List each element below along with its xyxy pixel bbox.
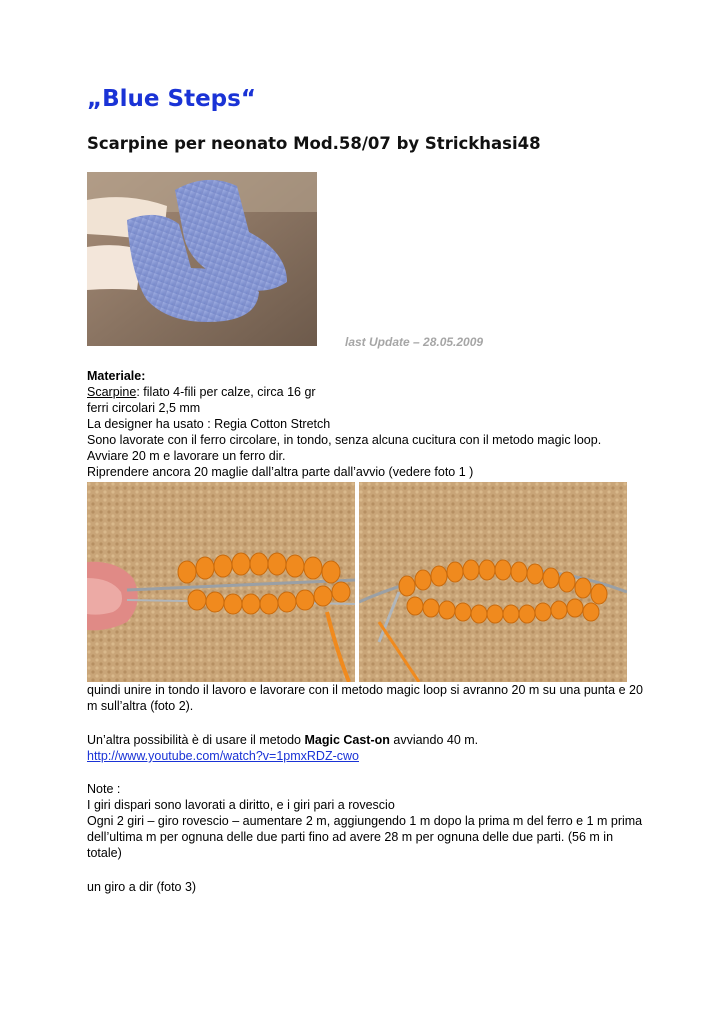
- altra-post: avviando 40 m.: [389, 733, 479, 747]
- last-update: last Update – 28.05.2009: [345, 335, 484, 349]
- note-heading: Note :: [87, 782, 121, 796]
- ferri-line: ferri circolari 2,5 mm: [87, 401, 201, 415]
- scarpine-label: Scarpine: [87, 385, 137, 399]
- materiale-heading: Materiale:: [87, 369, 146, 383]
- note-line-2: Ogni 2 giri – giro rovescio – aumentare 2 m, aggiungendo 1 m dopo la prima m del ferro e 1 m prima dell’ultima m per ognuna delle due parti fino ad avere 28 m per ognuna delle due parti. (56 m in totale): [87, 814, 643, 860]
- youtube-link-line: [87, 748, 359, 764]
- document-subtitle: Scarpine per neonato Mod.58/07 by Strickhasi48: [87, 134, 541, 153]
- knitting-photo-1: [87, 482, 355, 682]
- altra-possibilita-line: [87, 732, 478, 748]
- youtube-link[interactable]: http://www.youtube.com/watch?v=1pmxRDZ-cwo: [87, 749, 359, 763]
- scarpine-line: [87, 384, 316, 400]
- avviare-line: Avviare 20 m e lavorare un ferro dir.: [87, 449, 286, 463]
- document-title: „Blue Steps“: [87, 86, 256, 112]
- altra-pre: Un’altra possibilità è di usare il metodo: [87, 733, 305, 747]
- magic-cast-on: Magic Cast-on: [304, 733, 390, 747]
- designer-line: La designer ha usato : Regia Cotton Stretch: [87, 417, 331, 431]
- knitting-photo-2: [359, 482, 627, 682]
- riprendere-line: Riprendere ancora 20 maglie dall’altra parte dall’avvio (vedere foto 1 ): [87, 465, 474, 479]
- giro-line: un giro a dir (foto 3): [87, 880, 197, 894]
- lavorate-line: Sono lavorate con il ferro circolare, in tondo, senza alcuna cucitura con il metodo magic loop.: [87, 433, 602, 447]
- note-line-1: I giri dispari sono lavorati a diritto, e i giri pari a rovescio: [87, 798, 395, 812]
- quindi-paragraph: quindi unire in tondo il lavoro e lavorare con il metodo magic loop si avranno 20 m su una punta e 20 m sull’altra (foto 2).: [87, 683, 643, 713]
- scarpine-text: : filato 4-fili per calze, circa 16 gr: [136, 385, 316, 399]
- booties-photo: [87, 172, 317, 346]
